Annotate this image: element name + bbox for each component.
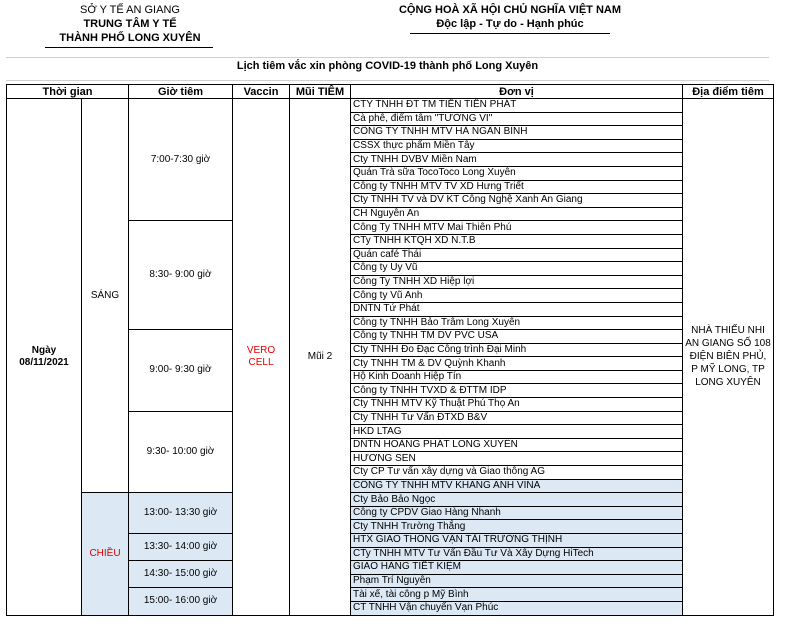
unit-cell: Công ty TNHH TM DV PVC USA bbox=[351, 330, 683, 344]
unit-cell: HƯƠNG SEN bbox=[351, 452, 683, 466]
unit-cell: CSSX thực phẩm Miền Tây bbox=[351, 139, 683, 153]
dose-cell: Mũi 2 bbox=[290, 99, 351, 616]
date-cell: Ngày 08/11/2021 bbox=[7, 99, 82, 616]
header-right-line1: CỘNG HOÀ XÃ HỘI CHỦ NGHĨA VIỆT NAM bbox=[398, 4, 622, 16]
unit-cell: Tài xế, tài công p Mỹ Bình bbox=[351, 588, 683, 602]
unit-cell: Cty TNHH Đo Đạc Công trình Đại Minh bbox=[351, 343, 683, 357]
time-slot-cell: 7:00-7:30 giờ bbox=[129, 99, 233, 221]
unit-cell: Cty TNHH Trường Thắng bbox=[351, 520, 683, 534]
unit-cell: GIAO HÀNG TIẾT KIỆM bbox=[351, 561, 683, 575]
unit-cell: Công ty Vũ Anh bbox=[351, 289, 683, 303]
session-afternoon: CHIỀU bbox=[82, 493, 129, 615]
vaccine-cell: VERO CELL bbox=[233, 99, 290, 616]
col-header-dose: Mũi TIÊM bbox=[290, 85, 351, 99]
unit-cell: HKD LTAG bbox=[351, 425, 683, 439]
unit-cell: Công ty TNHH Bảo Trâm Long Xuyên bbox=[351, 316, 683, 330]
unit-cell: CTy TNHH MTV Tư Vấn Đầu Tư Và Xây Dựng HiTech bbox=[351, 547, 683, 561]
unit-cell: CTY TNHH ĐT TM TIẾN TIẾN PHÁT bbox=[351, 99, 683, 113]
time-slot-cell: 13:00- 13:30 giờ bbox=[129, 493, 233, 534]
header-left-line3: THÀNH PHỐ LONG XUYÊN bbox=[59, 32, 201, 44]
unit-cell: Cty TNHH TV và DV KT Công Nghệ Xanh An Giang bbox=[351, 194, 683, 208]
unit-cell: Phạm Trí Nguyễn bbox=[351, 574, 683, 588]
unit-cell: Quán café Thái bbox=[351, 248, 683, 262]
unit-cell: CÔNG TY TNHH MTV HÀ NGÂN BÌNH bbox=[351, 126, 683, 140]
session-morning: SÁNG bbox=[82, 99, 129, 493]
unit-cell: HTX GIAO THÔNG VẬN TẢI TRƯỜNG THỊNH bbox=[351, 534, 683, 548]
unit-cell: DNTN HOÀNG PHÁT LONG XUYÊN bbox=[351, 438, 683, 452]
header-left-line1: SỞ Y TẾ AN GIANG bbox=[80, 4, 180, 16]
unit-cell: Cty CP Tư vấn xây dựng và Giao thông AG bbox=[351, 466, 683, 480]
unit-cell: CT TNHH Vận chuyển Vạn Phúc bbox=[351, 601, 683, 615]
header-right-line2: Độc lập - Tự do - Hạnh phúc bbox=[436, 18, 584, 30]
schedule-table bbox=[6, 84, 774, 616]
time-slot-cell: 15:00- 16:00 giờ bbox=[129, 588, 233, 615]
unit-cell: Công ty Uy Vũ bbox=[351, 262, 683, 276]
col-header-hour: Giờ tiêm bbox=[129, 85, 233, 99]
time-slot-cell: 9:00- 9:30 giờ bbox=[129, 330, 233, 412]
time-slot-cell: 8:30- 9:00 giờ bbox=[129, 221, 233, 330]
col-header-time: Thời gian bbox=[7, 85, 129, 99]
unit-cell: CÔNG TY TNHH MTV KHANG ANH VINA bbox=[351, 479, 683, 493]
unit-cell: CTy TNHH KTQH XD N.T.B bbox=[351, 234, 683, 248]
unit-cell: Cà phê, điểm tâm "TƯỜNG VI" bbox=[351, 112, 683, 126]
header-right-underline bbox=[410, 33, 610, 34]
unit-cell: Cty Bảo Bảo Ngọc bbox=[351, 493, 683, 507]
col-header-place: Địa điểm tiêm bbox=[683, 85, 774, 99]
time-slot-cell: 14:30- 15:00 giờ bbox=[129, 561, 233, 588]
place-cell: NHÀ THIẾU NHI AN GIANG SỐ 108 ĐIỆN BIÊN PHỦ, P MỸ LONG, TP LONG XUYÊN bbox=[683, 99, 774, 616]
schedule-title: Lịch tiêm vắc xin phòng COVID-19 thành phố Long Xuyên bbox=[236, 60, 539, 72]
unit-cell: Hộ Kinh Doanh Hiệp Tín bbox=[351, 370, 683, 384]
col-header-vaccine: Vaccin bbox=[233, 85, 290, 99]
unit-cell: Cty TNHH Tư Vấn ĐTXD B&V bbox=[351, 411, 683, 425]
unit-cell: Cty TNHH TM & DV Quỳnh Khanh bbox=[351, 357, 683, 371]
unit-cell: Công ty TNHH MTV TV XD Hưng Triết bbox=[351, 180, 683, 194]
sheet-gridline bbox=[6, 57, 769, 58]
time-slot-cell: 13:30- 14:00 giờ bbox=[129, 534, 233, 561]
table-row bbox=[7, 99, 774, 113]
unit-cell: CH Nguyễn An bbox=[351, 207, 683, 221]
unit-cell: Công ty TNHH TVXD & ĐTTM IDP bbox=[351, 384, 683, 398]
unit-cell: Công ty CPDV Giao Hàng Nhanh bbox=[351, 506, 683, 520]
unit-cell: Công Ty TNHH MTV Mai Thiên Phú bbox=[351, 221, 683, 235]
header-left-line2: TRUNG TÂM Y TẾ bbox=[83, 18, 177, 30]
unit-cell: DNTN Tứ Phát bbox=[351, 302, 683, 316]
sheet-gridline bbox=[6, 80, 769, 81]
table-row bbox=[7, 493, 774, 507]
unit-cell: Cty TNHH DVBV Miền Nam bbox=[351, 153, 683, 167]
table-header-row bbox=[7, 85, 774, 99]
col-header-unit: Đơn vị bbox=[351, 85, 683, 99]
unit-cell: Cty TNHH MTV Kỹ Thuật Phú Thọ An bbox=[351, 398, 683, 412]
header-left-underline bbox=[45, 47, 213, 48]
unit-cell: Quán Trà sữa TocoToco Long Xuyên bbox=[351, 166, 683, 180]
unit-cell: Công Ty TNHH XD Hiệp lợi bbox=[351, 275, 683, 289]
time-slot-cell: 9:30- 10:00 giờ bbox=[129, 411, 233, 493]
